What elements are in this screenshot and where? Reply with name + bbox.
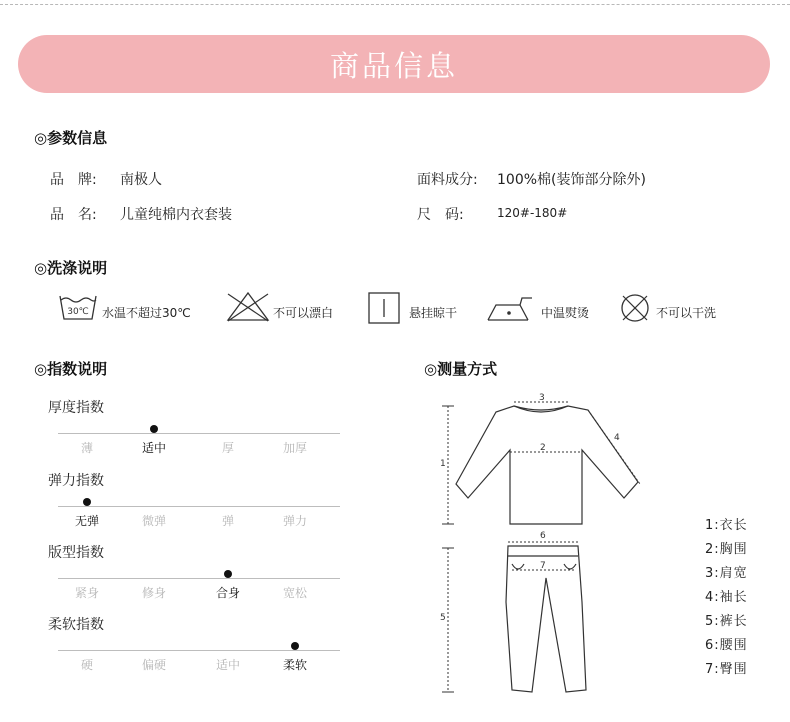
section-banner [18, 35, 770, 93]
name-label: 品 名: [50, 207, 97, 223]
brand-label: 品 牌: [50, 172, 97, 188]
mark-6: 6 [540, 531, 546, 541]
index-selected-dot [83, 498, 91, 506]
name-value: 儿童纯棉内衣套装 [120, 207, 232, 223]
index-level: 修身 [141, 586, 167, 600]
index-level: 适中 [141, 441, 167, 455]
size-label: 尺 码: [417, 207, 464, 223]
mark-3: 3 [539, 393, 545, 403]
index-scale-line [58, 578, 340, 579]
legend-item: 4:袖长 [705, 590, 748, 605]
index-level: 薄 [80, 441, 94, 455]
index-level: 偏硬 [141, 658, 167, 672]
index-level: 适中 [215, 658, 241, 672]
index-level: 厚 [221, 441, 235, 455]
no-bleach-icon [224, 290, 272, 324]
wash-label: 水温不超过30℃ [102, 306, 191, 320]
index-scale-line [58, 506, 340, 507]
mark-4: 4 [614, 433, 620, 443]
index-level: 微弹 [141, 514, 167, 528]
mark-2: 2 [540, 443, 546, 453]
index-title: 版型指数 [48, 545, 104, 561]
wash-temp-text: 30℃ [67, 307, 89, 317]
index-level: 柔软 [282, 658, 308, 672]
index-selected-dot [150, 425, 158, 433]
brand-value: 南极人 [120, 172, 162, 188]
fabric-label: 面料成分: [417, 172, 478, 188]
legend-item: 6:腰围 [705, 638, 748, 653]
index-title: 柔软指数 [48, 617, 104, 633]
index-title: 弹力指数 [48, 473, 104, 489]
index-level: 宽松 [282, 586, 308, 600]
params-heading: ◎参数信息 [34, 129, 108, 147]
fabric-value: 100%棉(装饰部分除外) [497, 172, 646, 188]
no-dry-clean-icon [620, 293, 650, 323]
mark-7: 7 [540, 561, 546, 571]
index-level: 紧身 [74, 586, 100, 600]
washing-heading: ◎洗涤说明 [34, 259, 108, 277]
legend-item: 1:衣长 [705, 518, 748, 533]
index-selected-dot [224, 570, 232, 578]
indexes-heading: ◎指数说明 [34, 360, 108, 378]
top-dashed-divider [0, 4, 790, 5]
index-scale-line [58, 433, 340, 434]
pants-outline [506, 546, 586, 692]
index-level: 硬 [80, 658, 94, 672]
no-dry-clean-label: 不可以干洗 [656, 306, 717, 320]
legend-item: 3:肩宽 [705, 566, 748, 581]
size-value: 120#-180# [497, 206, 568, 220]
measure-heading: ◎测量方式 [424, 360, 498, 378]
hang-dry-icon [368, 292, 400, 324]
index-scale-line [58, 650, 340, 651]
index-selected-dot [291, 642, 299, 650]
legend-item: 5:裤长 [705, 614, 748, 629]
hang-dry-label: 悬挂晾干 [409, 306, 458, 320]
wash-30-icon [58, 293, 98, 323]
iron-medium-icon [486, 293, 536, 323]
index-level: 合身 [215, 586, 241, 600]
measurement-diagram [436, 388, 646, 700]
index-level: 弹 [221, 514, 235, 528]
legend-item: 7:臀围 [705, 662, 748, 677]
iron-label: 中温熨烫 [541, 306, 590, 320]
index-title: 厚度指数 [48, 400, 104, 416]
mark-5: 5 [440, 613, 446, 623]
index-level: 无弹 [74, 514, 100, 528]
index-level: 加厚 [282, 441, 308, 455]
shirt-outline [456, 406, 638, 524]
banner-title: 商品信息 [329, 48, 458, 83]
index-level: 弹力 [282, 514, 308, 528]
mark-1: 1 [440, 459, 446, 469]
legend-item: 2:胸围 [705, 542, 748, 557]
no-bleach-label: 不可以漂白 [273, 306, 334, 320]
